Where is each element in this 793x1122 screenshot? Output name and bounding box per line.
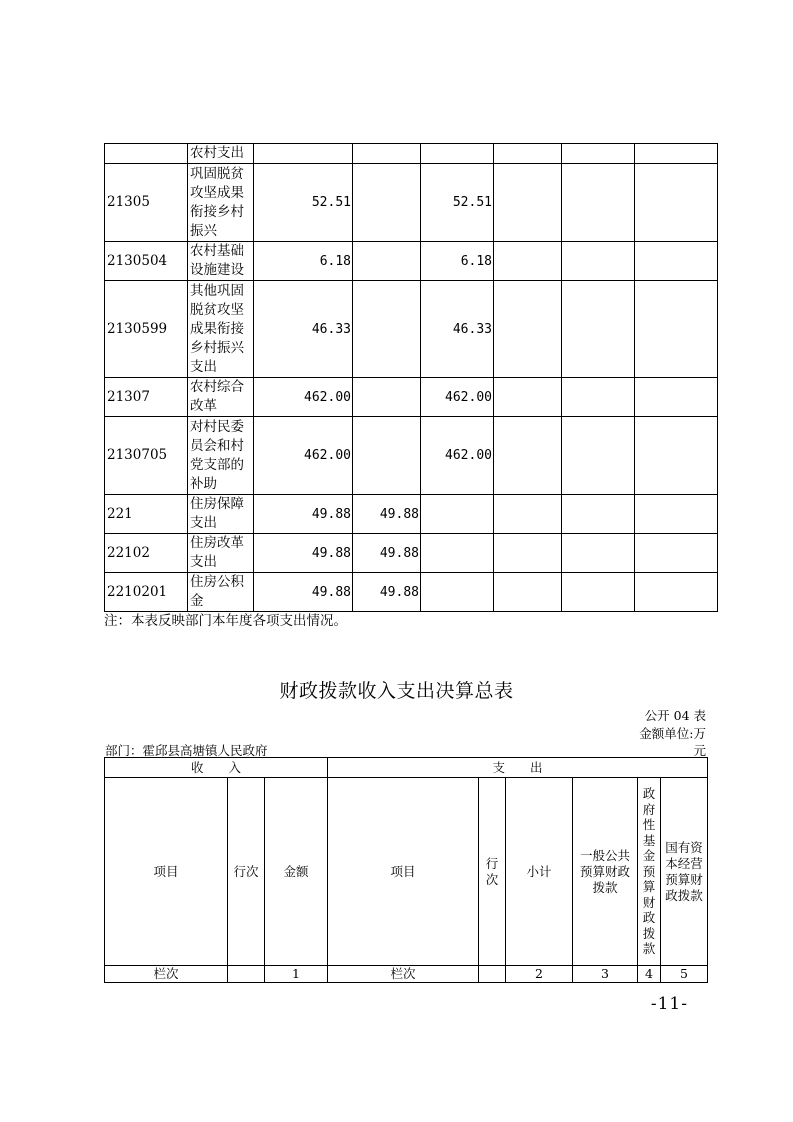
row-empty [635, 378, 718, 417]
colno-empty [228, 966, 265, 983]
row-project [421, 573, 494, 612]
row-name: 巩固脱贫攻坚成果衔接乡村振兴 [188, 164, 254, 242]
row-code [105, 144, 188, 164]
row-empty [635, 417, 718, 495]
row-basic [353, 417, 421, 495]
row-total: 49.88 [254, 573, 353, 612]
row-total [254, 144, 353, 164]
table-row [105, 242, 718, 281]
table-row [105, 281, 718, 378]
colno-1: 1 [265, 966, 328, 983]
row-name: 住房保障支出 [188, 495, 254, 534]
row-empty [635, 495, 718, 534]
table-note: 注：本表反映部门本年度各项支出情况。 [104, 613, 347, 629]
row-name: 对村民委员会和村党支部的补助 [188, 417, 254, 495]
row-basic: 49.88 [353, 573, 421, 612]
row-empty [494, 144, 562, 164]
col-line-expense: 行次 [479, 778, 506, 966]
amount-unit-cont: 元 [693, 743, 706, 758]
table-row [105, 495, 718, 534]
row-empty [494, 281, 562, 378]
table-header-row [105, 758, 708, 778]
row-empty [635, 164, 718, 242]
row-code: 21307 [105, 378, 188, 417]
expense-header: 支 出 [328, 758, 708, 778]
row-project: 52.51 [421, 164, 494, 242]
row-empty [562, 242, 635, 281]
col-state-capital: 国有资本经营预算财政拨款 [661, 778, 708, 966]
amount-unit: 金额单位:万 [639, 726, 706, 741]
row-empty [562, 144, 635, 164]
row-empty [635, 534, 718, 573]
row-empty [562, 417, 635, 495]
colno-3: 3 [573, 966, 638, 983]
row-empty [562, 164, 635, 242]
row-project [421, 495, 494, 534]
table-row [105, 534, 718, 573]
row-name: 其他巩固脱贫攻坚成果衔接乡村振兴支出 [188, 281, 254, 378]
colno-label-expense: 栏次 [328, 966, 479, 983]
fiscal-summary-table [104, 757, 708, 983]
row-empty [494, 378, 562, 417]
row-total: 49.88 [254, 534, 353, 573]
row-project: 46.33 [421, 281, 494, 378]
col-gov-fund: 政府性基金预算财政拨款 [638, 778, 661, 966]
row-empty [635, 242, 718, 281]
col-item: 项目 [105, 778, 228, 966]
colno-empty [479, 966, 506, 983]
row-code: 2130504 [105, 242, 188, 281]
row-code: 2130705 [105, 417, 188, 495]
col-amount: 金额 [265, 778, 328, 966]
row-empty [635, 573, 718, 612]
row-empty [635, 144, 718, 164]
row-project: 462.00 [421, 417, 494, 495]
row-empty [494, 495, 562, 534]
row-basic [353, 144, 421, 164]
row-empty [494, 417, 562, 495]
row-total: 52.51 [254, 164, 353, 242]
expenditure-detail-table [104, 143, 718, 612]
column-header-row [105, 778, 708, 966]
row-total: 462.00 [254, 417, 353, 495]
row-basic [353, 281, 421, 378]
col-item-expense: 项目 [328, 778, 479, 966]
row-code: 221 [105, 495, 188, 534]
colno-4: 4 [638, 966, 661, 983]
table-row [105, 164, 718, 242]
col-general-budget: 一般公共预算财政拨款 [573, 778, 638, 966]
col-line: 行次 [228, 778, 265, 966]
row-empty [562, 378, 635, 417]
table-row [105, 417, 718, 495]
department-label: 部门：霍邱县高塘镇人民政府 [105, 743, 268, 758]
row-basic [353, 164, 421, 242]
page-number: -11- [650, 994, 688, 1014]
row-name: 农村综合改革 [188, 378, 254, 417]
row-name: 农村支出 [188, 144, 254, 164]
col-subtotal: 小计 [506, 778, 573, 966]
row-project [421, 534, 494, 573]
row-basic: 49.88 [353, 534, 421, 573]
row-empty [494, 164, 562, 242]
table-row [105, 144, 718, 164]
form-number: 公开 04 表 [644, 708, 706, 723]
colno-5: 5 [661, 966, 708, 983]
colno-label: 栏次 [105, 966, 228, 983]
row-empty [494, 534, 562, 573]
table-row [105, 378, 718, 417]
column-number-row [105, 966, 708, 983]
row-name: 住房改革支出 [188, 534, 254, 573]
row-name: 住房公积金 [188, 573, 254, 612]
row-empty [494, 573, 562, 612]
row-code: 22102 [105, 534, 188, 573]
row-basic [353, 242, 421, 281]
row-empty [562, 573, 635, 612]
row-project: 6.18 [421, 242, 494, 281]
table-row [105, 573, 718, 612]
row-code: 2130599 [105, 281, 188, 378]
row-total: 462.00 [254, 378, 353, 417]
row-total: 49.88 [254, 495, 353, 534]
row-code: 2210201 [105, 573, 188, 612]
row-empty [494, 242, 562, 281]
row-empty [562, 281, 635, 378]
row-empty [562, 534, 635, 573]
row-total: 6.18 [254, 242, 353, 281]
row-total: 46.33 [254, 281, 353, 378]
page-title: 财政拨款收入支出决算总表 [279, 680, 514, 702]
colno-2: 2 [506, 966, 573, 983]
income-header: 收 入 [105, 758, 328, 778]
row-code: 21305 [105, 164, 188, 242]
row-basic: 49.88 [353, 495, 421, 534]
row-basic [353, 378, 421, 417]
row-empty [635, 281, 718, 378]
row-project [421, 144, 494, 164]
row-empty [562, 495, 635, 534]
row-name: 农村基础设施建设 [188, 242, 254, 281]
row-project: 462.00 [421, 378, 494, 417]
